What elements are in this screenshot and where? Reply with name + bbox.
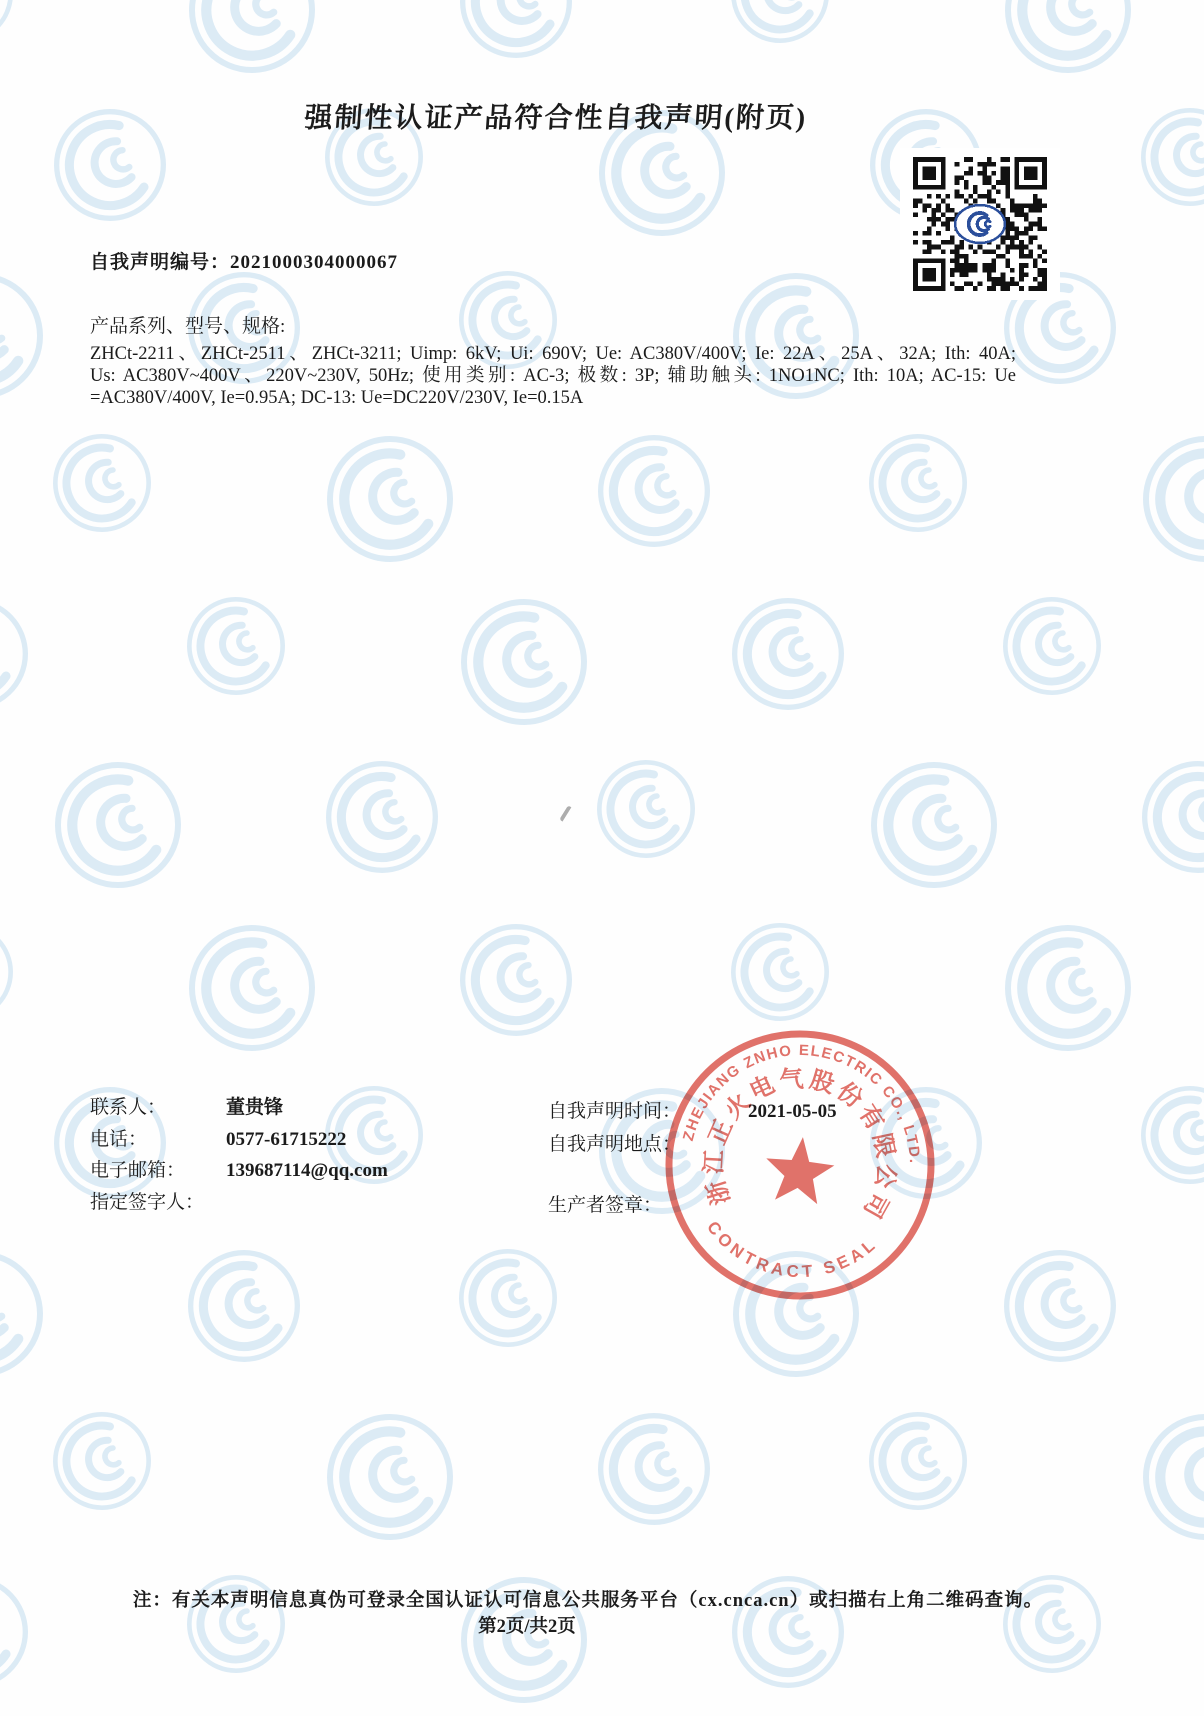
seal-english-top: ZHEJIANG ZNHO ELECTRIC CO., LTD. <box>679 1041 924 1165</box>
ccc-watermark-icon <box>996 916 1140 1060</box>
declaration-number-label: 自我声明编号： <box>90 252 231 273</box>
ccc-watermark-icon <box>452 590 596 734</box>
ccc-watermark-icon <box>862 427 974 539</box>
contact-row-email <box>90 1155 388 1187</box>
contact-person-value: 董贵锋 <box>226 1097 284 1118</box>
qr-code-icon <box>900 148 1060 300</box>
ccc-watermark-icon <box>0 0 20 50</box>
ccc-watermark-icon <box>1134 427 1204 571</box>
ccc-watermark-icon <box>1134 101 1204 213</box>
contact-row-signer <box>90 1187 388 1219</box>
ccc-watermark-icon <box>0 264 52 408</box>
ccc-watermark-icon <box>996 590 1108 702</box>
ccc-watermark-icon <box>1134 1079 1204 1191</box>
ccc-watermark-icon <box>180 916 324 1060</box>
contact-block <box>90 1092 388 1218</box>
ccc-watermark-icon <box>0 1242 52 1386</box>
ccc-watermark-icon <box>590 753 702 865</box>
producer-seal-label: 生产者签章： <box>548 1195 663 1216</box>
contact-signer-label: 指定签字人： <box>90 1191 205 1213</box>
ccc-watermark-icon <box>862 753 1006 897</box>
declaration-time-label: 自我声明时间： <box>548 1101 682 1122</box>
product-section-label: 产品系列、型号、规格: <box>90 316 286 337</box>
declaration-time-value: 2021-05-05 <box>748 1101 837 1122</box>
contact-email-value: 139687114@qq.com <box>226 1160 388 1181</box>
page-indicator: 第2页/共2页 <box>478 1617 576 1637</box>
ccc-watermark-icon <box>46 1405 158 1517</box>
company-seal-stamp <box>630 995 971 1336</box>
seal-english-bottom: CONTRACT SEAL <box>703 1217 882 1282</box>
ccc-watermark-icon <box>452 0 580 66</box>
spec-line: =AC380V/400V, Ie=0.95A; DC-13: Ue=DC220V/230V, Ie=0.15A <box>90 388 584 408</box>
contact-row-person <box>90 1092 388 1124</box>
ccc-watermark-icon <box>180 1242 308 1370</box>
declaration-number-value: 2021000304000067 <box>230 252 399 273</box>
seal-star-icon <box>762 1134 837 1206</box>
svg-text:CONTRACT SEAL <box>699 1216 883 1290</box>
declaration-place-label: 自我声明地点： <box>548 1134 682 1155</box>
contact-phone-label: 电话： <box>90 1128 148 1150</box>
ccc-watermark-icon <box>862 1405 974 1517</box>
ccc-watermark-icon <box>180 590 292 702</box>
contact-person-label: 联系人： <box>90 1097 167 1118</box>
ccc-watermark-icon <box>590 1405 718 1533</box>
ccc-watermark-icon <box>996 0 1140 82</box>
ccc-watermark-icon <box>452 1242 564 1354</box>
footer-note: 注：有关本声明信息真伪可登录全国认证认可信息公共服务平台（cx.cnca.cn）或扫描右上角二维码查询。 <box>132 1591 1044 1611</box>
ccc-watermark-icon <box>318 427 462 571</box>
ccc-watermark-icon <box>318 753 446 881</box>
ccc-watermark-icon <box>724 590 852 718</box>
ccc-logo-icon <box>955 205 1005 243</box>
contact-email-label: 电子邮箱： <box>90 1160 186 1181</box>
product-spec <box>90 343 1016 409</box>
ccc-watermark-icon <box>0 590 36 718</box>
ccc-watermark-icon <box>1134 753 1204 881</box>
ccc-watermark-icon <box>724 0 836 50</box>
ccc-watermark-icon <box>46 427 158 539</box>
spec-line: Us: AC380V~400V、220V~230V, 50Hz; 使用类别: AC-3; 极数: 3P; 辅助触头: 1NO1NC; Ith: 10A; AC-15: Ue <box>90 366 1016 386</box>
declaration-number <box>90 247 398 274</box>
ccc-watermark-icon <box>1134 1405 1204 1549</box>
ccc-watermark-icon <box>180 0 324 82</box>
spec-line: ZHCt-2211、ZHCt-2511、ZHCt-3211; Uimp: 6kV; Ui: 690V; Ue: AC380V/400V; Ie: 22A、25A、32A; Ith: 40A; <box>90 344 1016 364</box>
ccc-watermark-icon <box>996 1242 1124 1370</box>
ccc-watermark-icon <box>46 753 190 897</box>
scan-smudge-mark <box>559 805 575 824</box>
ccc-watermark-icon <box>0 916 20 1028</box>
page-title: 强制性认证产品符合性自我声明(附页) <box>303 103 809 134</box>
ccc-watermark-icon <box>590 427 718 555</box>
seal-chinese-name: 浙江正火电气股份有限公司 <box>700 1065 900 1226</box>
ccc-watermark-icon <box>452 916 580 1044</box>
contact-row-phone <box>90 1124 388 1156</box>
ccc-watermark-icon <box>318 1405 462 1549</box>
contact-phone-value: 0577-61715222 <box>226 1128 347 1150</box>
